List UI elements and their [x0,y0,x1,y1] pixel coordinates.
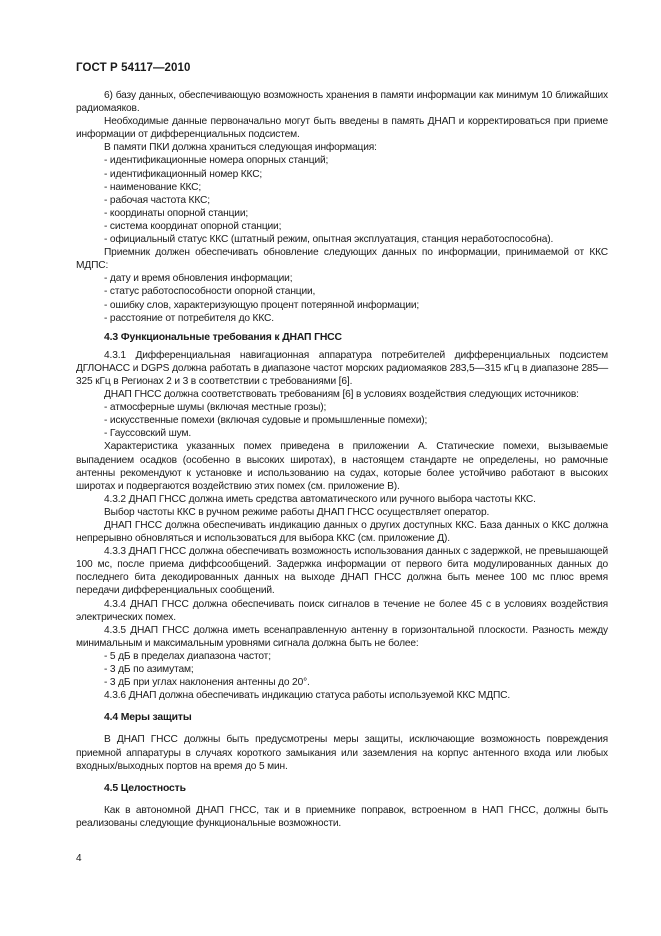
section-heading: 4.3 Функциональные требования к ДНАП ГНСС [104,331,342,343]
document-header: ГОСТ Р 54117—2010 [76,62,191,74]
paragraph: 4.3.5 ДНАП ГНСС должна иметь всенаправленную антенну в горизонтальной плоскости. Разность между минимальным и максимальным уровнями сигнала должна быть не более: [76,624,608,649]
list-item: - искусственные помехи (включая судовые и промышленные помехи); [104,415,428,427]
paragraph: 4.3.3 ДНАП ГНСС должна обеспечивать возможность использования данных с задержкой, не превышающей 100 мс, после приема диффсообщений. Задержка информации от первого бита модулированных данных до последнего бита декодированных данных на выходе ДНАП ГНСС должна быть менее 100 мс плюс время передачи дифференциальных сообщений. [76,546,608,597]
list-item: - ошибку слов, характеризующую процент потерянной информации; [104,299,420,311]
list-item: - расстояние от потребителя до ККС. [104,312,274,324]
list-item: - система координат опорной станции; [104,220,282,232]
paragraph: Как в автономной ДНАП ГНСС, так и в приемнике поправок, встроенном в НАП ГНСС, должны быть реализованы следующие функциональные возможности. [76,804,608,829]
list-item: - официальный статус ККС (штатный режим, опытная эксплуатация, станция неработоспособна). [104,234,554,246]
list-item: - 5 дБ в пределах диапазона частот; [104,650,271,662]
list-item: - Гауссовский шум. [104,428,192,440]
page-number: 4 [76,853,82,864]
list-item: - координаты опорной станции; [104,207,249,219]
list-item: - дату и время обновления информации; [104,273,293,285]
paragraph: Приемник должен обеспечивать обновление следующих данных по информации, принимаемой от ККС МДПС: [76,247,608,272]
paragraph: В ДНАП ГНСС должны быть предусмотрены меры защиты, исключающие возможность повреждения приемной аппаратуры в случаях короткого замыкания или заземления на корпус антенного входа или любых входных/выходных портов на время до 5 мин. [76,734,608,772]
paragraph: ДНАП ГНСС должна соответствовать требованиям [6] в условиях воздействия следующих источников: [104,389,579,401]
paragraph: В памяти ПКИ должна храниться следующая информация: [104,142,377,154]
list-item: - идентификационные номера опорных станций; [104,155,329,167]
paragraph: Необходимые данные первоначально могут быть введены в память ДНАП и корректироваться при приеме информации от дифференциальных подсистем. [76,116,608,141]
paragraph: ДНАП ГНСС должна обеспечивать индикацию данных о других доступных ККС. База данных о ККС должна непрерывно обновляться и использоваться для выбора ККС (см. приложение Д). [76,520,608,545]
list-item: - идентификационный номер ККС; [104,168,263,180]
list-item: - наименование ККС; [104,181,202,193]
section-heading: 4.4 Меры защиты [104,712,192,724]
list-item: - рабочая частота ККС; [104,194,210,206]
paragraph: 4.3.6 ДНАП должна обеспечивать индикацию статуса работы используемой ККС МДПС. [104,690,511,702]
list-item: - статус работоспособности опорной станции, [104,286,316,298]
document-body [76,89,608,830]
paragraph: 4.3.2 ДНАП ГНСС должна иметь средства автоматического или ручного выбора частоты ККС. [104,493,536,505]
paragraph: 6) базу данных, обеспечивающую возможность хранения в памяти информации как минимум 10 ближайших радиомаяков. [76,90,608,115]
list-item: - 3 дБ по азимутам; [104,664,194,676]
list-item: - 3 дБ при углах наклонения антенны до 20°. [104,677,310,689]
list-item: - атмосферные шумы (включая местные грозы); [104,402,327,414]
paragraph: Выбор частоты ККС в ручном режиме работы ДНАП ГНСС осуществляет оператор. [104,506,490,518]
paragraph: Характеристика указанных помех приведена в приложении А. Статические помехи, вызываемые выпадением осадков (особенно в высоких широтах), в настоящем стандарте не определены, но рамочные антенны рекомендуют к установке и использованию на судах, которые более устойчиво работают в высоких широтах и подвергаются воздействию этих помех (см. приложение В). [76,441,608,492]
paragraph: 4.3.4 ДНАП ГНСС должна обеспечивать поиск сигналов в течение не более 45 с в условиях воздействия электрических помех. [76,598,608,623]
paragraph: 4.3.1 Дифференциальная навигационная аппаратура потребителей дифференциальных подсистем ДГЛОНАСС и DGPS должна работать в диапазоне частот морских радиомаяков 283,5—315 кГц в диапазоне 285—325 кГц в Регионах 2 и 3 в соответствии с требованиями [6]. [76,349,608,387]
section-heading: 4.5 Целостность [104,782,186,794]
